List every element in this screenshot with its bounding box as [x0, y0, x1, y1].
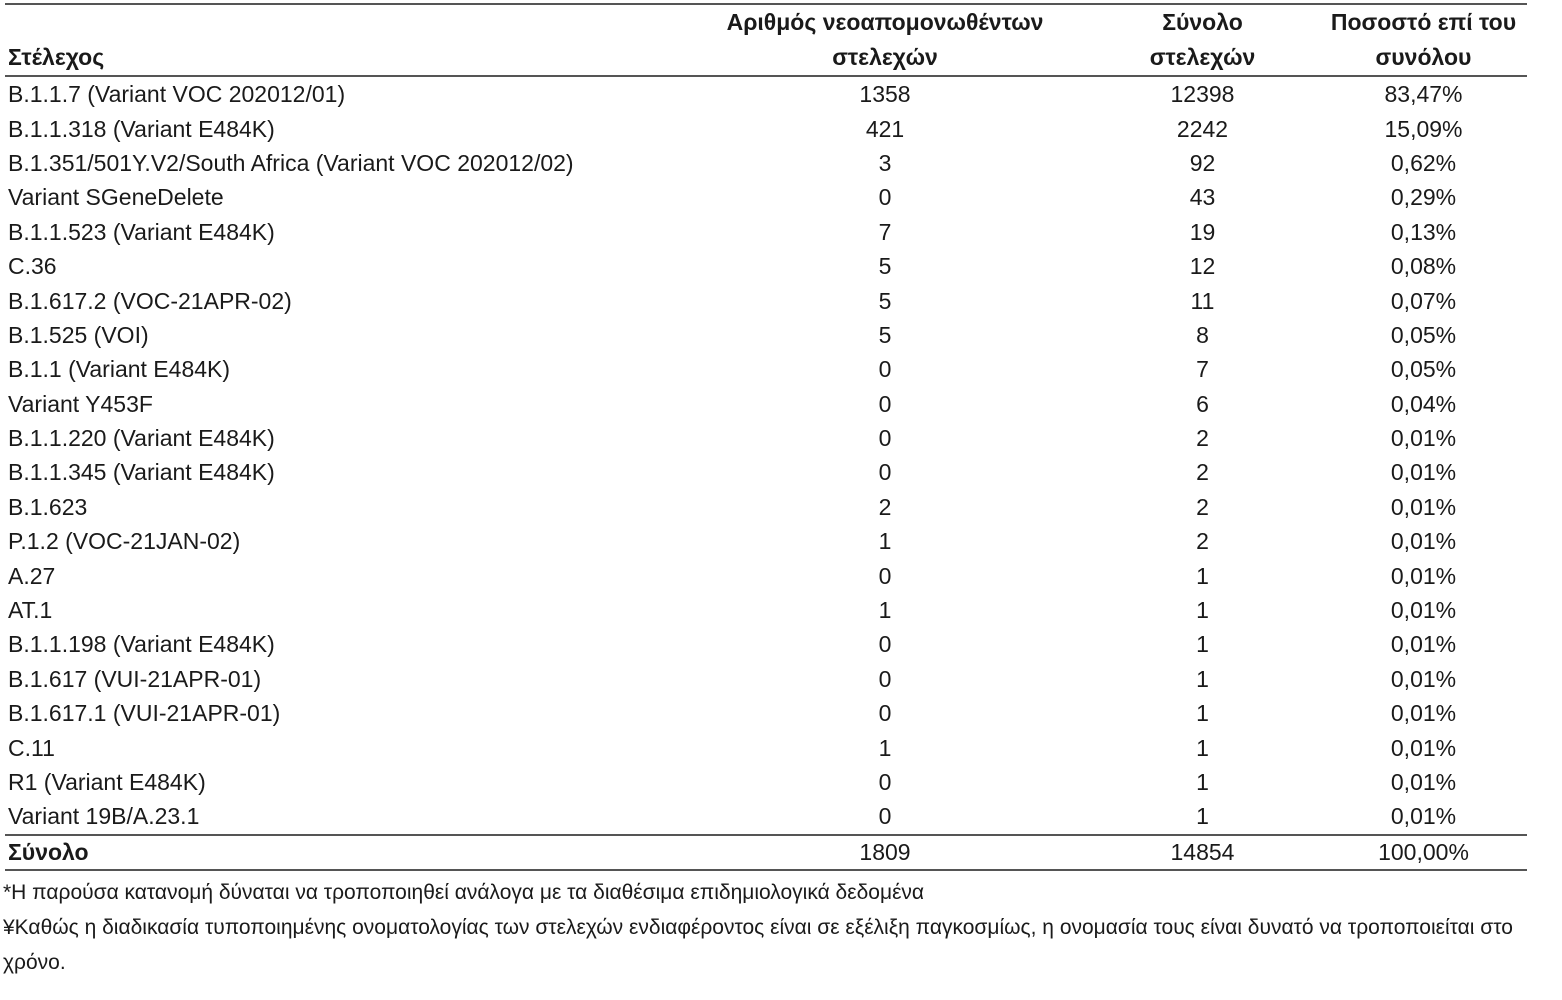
percent-cell: 0,01%	[1390, 803, 1457, 830]
table-row	[5, 318, 1527, 352]
total-strains-cell: 1	[1196, 734, 1209, 761]
new-isolates-cell: 0	[878, 700, 892, 727]
percent-cell: 0,01%	[1390, 459, 1457, 486]
new-isolates-cell: 5	[878, 287, 892, 314]
table-row	[5, 283, 1527, 317]
table-row	[5, 490, 1527, 524]
strain-cell: B.1.1.345 (Variant E484K)	[8, 459, 275, 486]
percent-cell: 0,01%	[1390, 597, 1457, 624]
total-strains-cell: 11	[1190, 287, 1215, 314]
total-strains-cell: 2	[1196, 493, 1209, 520]
new-isolates-cell: 1358	[859, 81, 911, 108]
percent-cell: 0,13%	[1390, 218, 1457, 245]
table-row	[5, 662, 1527, 696]
footnotes	[3, 875, 1543, 980]
table-row	[5, 627, 1527, 661]
percent-cell: 0,01%	[1390, 562, 1457, 589]
total-strains-cell: 7	[1196, 356, 1209, 383]
header-total-line1: Σύνολο	[1162, 9, 1243, 35]
table-row	[5, 146, 1527, 180]
table-row	[5, 593, 1527, 627]
strain-cell: B.1.1.220 (Variant E484K)	[8, 425, 275, 452]
header-percent	[1320, 4, 1527, 76]
new-isolates-cell: 0	[878, 803, 892, 830]
table-row	[5, 249, 1527, 283]
header-strain-label: Στέλεχος	[8, 44, 105, 70]
new-isolates-cell: 0	[878, 631, 892, 658]
new-isolates-cell: 7	[878, 218, 892, 245]
total-strains-cell: 8	[1196, 321, 1209, 348]
table-row	[5, 455, 1527, 489]
strain-cell: B.1.1.7 (Variant VOC 202012/01)	[8, 81, 346, 108]
totals-new: 1809	[685, 835, 1085, 870]
new-isolates-cell: 5	[878, 253, 892, 280]
new-isolates-cell: 1	[878, 734, 892, 761]
strain-cell: B.1.1.318 (Variant E484K)	[8, 115, 275, 142]
percent-cell: 0,05%	[1390, 356, 1457, 383]
table-row	[5, 765, 1527, 799]
total-strains-cell: 1	[1196, 597, 1209, 624]
percent-cell: 0,01%	[1390, 493, 1457, 520]
footnote-distribution: *Η παρούσα κατανομή δύναται να τροποποιηθεί ανάλογα με τα διαθέσιμα επιδημιολογικά δεδομένα	[3, 881, 925, 904]
strain-cell: B.1.1.523 (Variant E484K)	[8, 218, 275, 245]
percent-cell: 0,01%	[1390, 700, 1457, 727]
total-strains-cell: 6	[1196, 390, 1209, 417]
strain-cell: C.11	[8, 734, 55, 761]
new-isolates-cell: 0	[878, 562, 892, 589]
percent-cell: 0,01%	[1390, 425, 1457, 452]
strain-cell: B.1.617 (VUI-21APR-01)	[8, 665, 262, 692]
new-isolates-cell: 2	[878, 493, 892, 520]
table-footer	[5, 835, 1527, 870]
new-isolates-cell: 0	[878, 184, 892, 211]
total-strains-cell: 2	[1196, 528, 1209, 555]
percent-cell: 0,08%	[1390, 253, 1457, 280]
table-row	[5, 558, 1527, 592]
table-row	[5, 696, 1527, 730]
strain-cell: B.1.525 (VOI)	[8, 321, 149, 348]
header-total-line2: στελεχών	[1149, 44, 1256, 70]
percent-cell: 0,62%	[1390, 149, 1457, 176]
new-isolates-cell: 1	[878, 528, 892, 555]
percent-cell: 15,09%	[1384, 115, 1463, 142]
table-row	[5, 524, 1527, 558]
totals-total: 14854	[1085, 835, 1320, 870]
new-isolates-cell: 0	[878, 769, 892, 795]
header-row	[5, 4, 1527, 76]
table-row	[5, 111, 1527, 145]
strain-cell: R1 (Variant E484K)	[8, 769, 206, 795]
totals-percent: 100,00%	[1320, 835, 1527, 870]
total-strains-cell: 92	[1189, 149, 1216, 176]
strain-cell: B.1.351/501Y.V2/South Africa (Variant VOC 202012/02)	[8, 149, 574, 176]
new-isolates-cell: 5	[878, 321, 892, 348]
header-percent-line1: Ποσοστό επί του	[1330, 9, 1517, 35]
header-new-isolates-line1: Αριθμός νεοαπομονωθέντων	[726, 9, 1044, 35]
total-strains-cell: 12398	[1170, 81, 1235, 108]
new-isolates-cell: 0	[878, 356, 892, 383]
percent-cell: 0,01%	[1390, 769, 1457, 795]
percent-cell: 0,01%	[1390, 528, 1457, 555]
footnote-nomenclature: ¥Καθώς η διαδικασία τυποποιημένης ονοματολογίας των στελεχών ενδιαφέροντος είναι σε εξέλιξη παγκοσμίως, η ονομασία τους είναι δυνατό να τροποποιείται στο χρόνο.	[3, 916, 1513, 974]
new-isolates-cell: 421	[865, 115, 905, 142]
table-row	[5, 421, 1527, 455]
table-row	[5, 387, 1527, 421]
new-isolates-cell: 0	[878, 390, 892, 417]
table-row	[5, 180, 1527, 214]
variants-table	[5, 3, 1527, 871]
total-strains-cell: 1	[1196, 803, 1209, 830]
percent-cell: 0,01%	[1390, 734, 1457, 761]
strain-cell: Variant SGeneDelete	[8, 184, 224, 211]
total-strains-cell: 1	[1196, 631, 1209, 658]
new-isolates-cell: 0	[878, 459, 892, 486]
total-strains-cell: 2242	[1176, 115, 1229, 142]
strain-cell: AT.1	[8, 597, 53, 624]
header-total-strains	[1085, 4, 1320, 76]
percent-cell: 0,01%	[1390, 631, 1457, 658]
strain-cell: P.1.2 (VOC-21JAN-02)	[8, 528, 241, 555]
new-isolates-cell: 1	[878, 597, 892, 624]
percent-cell: 0,07%	[1390, 287, 1457, 314]
strain-cell: Variant 19B/A.23.1	[8, 803, 200, 830]
total-strains-cell: 2	[1196, 425, 1209, 452]
strain-cell: A.27	[8, 562, 56, 589]
percent-cell: 0,01%	[1390, 665, 1457, 692]
table-row	[5, 215, 1527, 249]
new-isolates-cell: 0	[878, 665, 892, 692]
strain-cell: C.36	[8, 253, 57, 280]
header-strain	[5, 4, 685, 76]
total-strains-cell: 12	[1189, 253, 1216, 280]
totals-row	[5, 835, 1527, 870]
percent-cell: 83,47%	[1384, 81, 1463, 108]
total-strains-cell: 2	[1196, 459, 1209, 486]
total-strains-cell: 19	[1189, 218, 1216, 245]
total-strains-cell: 1	[1196, 562, 1209, 589]
table-row	[5, 799, 1527, 834]
percent-cell: 0,05%	[1390, 321, 1457, 348]
total-strains-cell: 1	[1196, 769, 1209, 795]
table-row	[5, 76, 1527, 111]
table-row	[5, 352, 1527, 386]
new-isolates-cell: 0	[878, 425, 892, 452]
strain-cell: B.1.1 (Variant E484K)	[8, 356, 231, 383]
header-new-isolates	[685, 4, 1085, 76]
header-percent-line2: συνόλου	[1375, 44, 1472, 70]
new-isolates-cell: 3	[878, 149, 892, 176]
strain-cell: Variant Y453F	[8, 390, 153, 417]
total-strains-cell: 43	[1189, 184, 1216, 211]
total-strains-cell: 1	[1196, 665, 1209, 692]
strain-cell: B.1.617.2 (VOC-21APR-02)	[8, 287, 292, 314]
strain-cell: B.1.623	[8, 493, 88, 520]
totals-label: Σύνολο	[5, 835, 685, 870]
table-row	[5, 730, 1527, 764]
strain-cell: B.1.1.198 (Variant E484K)	[8, 631, 275, 658]
table-header	[5, 4, 1527, 76]
total-strains-cell: 1	[1196, 700, 1209, 727]
percent-cell: 0,04%	[1390, 390, 1457, 417]
strain-cell: B.1.617.1 (VUI-21APR-01)	[8, 700, 281, 727]
header-new-isolates-line2: στελεχών	[832, 44, 938, 70]
table-body	[5, 76, 1527, 835]
percent-cell: 0,29%	[1390, 184, 1457, 211]
